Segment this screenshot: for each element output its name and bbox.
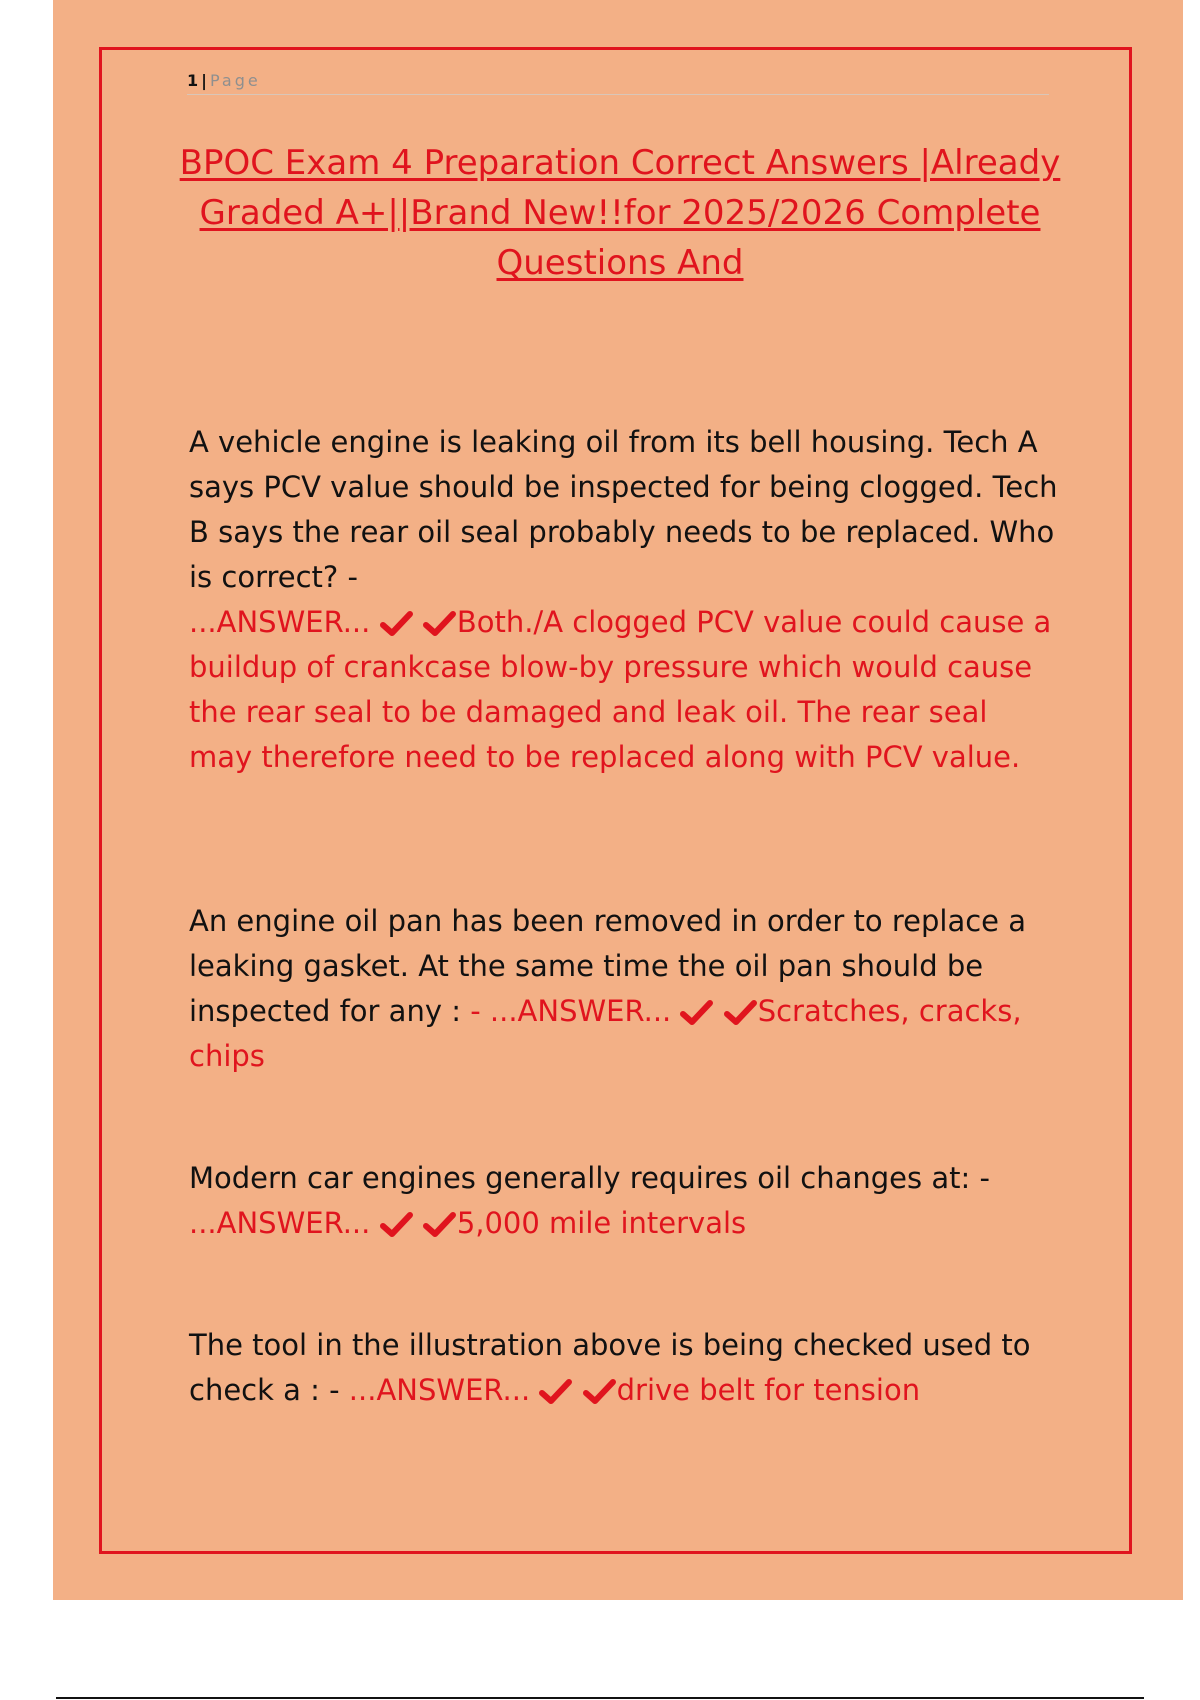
question-answer-item <box>189 1323 1059 1413</box>
page-number: 1 <box>187 71 199 90</box>
question-text: Modern car engines generally requires oil changes at: - <box>189 1161 990 1195</box>
header-separator: | <box>201 71 207 90</box>
answer-marker: ...ANSWER... <box>189 605 371 639</box>
check-mark-icon <box>680 1000 714 1026</box>
check-mark-icon <box>423 611 457 637</box>
document-title: BPOC Exam 4 Preparation Correct Answers |Already Graded A+||Brand New!!for 2025/2026 Complete Questions And <box>179 143 1061 283</box>
page-header <box>187 68 1049 95</box>
question-answer-item <box>189 1156 1059 1246</box>
answer-text: Scratches, cracks, chips <box>189 994 1022 1073</box>
page-label: Page <box>209 71 261 90</box>
question-answer-item <box>189 420 1059 780</box>
check-mark-icon <box>380 1212 414 1238</box>
question-text: An engine oil pan has been removed in order to replace a leaking gasket. At the same time the oil pan should be inspected for any : <box>189 904 1027 1028</box>
answer-text: drive belt for tension <box>616 1373 921 1407</box>
answer-dash: - <box>470 994 481 1028</box>
question-text: A vehicle engine is leaking oil from its bell housing. Tech A says PCV value should be inspected for being clogged. Tech B says the rear oil seal probably needs to be replaced. Who is correct? - <box>189 425 1058 594</box>
page-divider <box>56 1697 1144 1699</box>
answer-marker: ...ANSWER... <box>348 1373 531 1407</box>
check-mark-icon <box>423 1212 457 1238</box>
check-mark-icon <box>583 1379 617 1405</box>
question-answer-item <box>189 899 1059 1079</box>
answer-marker: ...ANSWER... <box>489 994 672 1028</box>
question-text: The tool in the illustration above is being checked used to check a : - <box>189 1328 1031 1407</box>
check-mark-icon <box>724 1000 758 1026</box>
answer-text: 5,000 mile intervals <box>456 1206 747 1240</box>
answer-text: Both./A clogged PCV value could cause a buildup of crankcase blow-by pressure which would cause the rear seal to be damaged and leak oil. The rear seal may therefore need to be replaced along with PCV value. <box>189 605 1052 774</box>
check-mark-icon <box>539 1379 573 1405</box>
answer-marker: ...ANSWER... <box>189 1206 371 1240</box>
check-mark-icon <box>380 611 414 637</box>
